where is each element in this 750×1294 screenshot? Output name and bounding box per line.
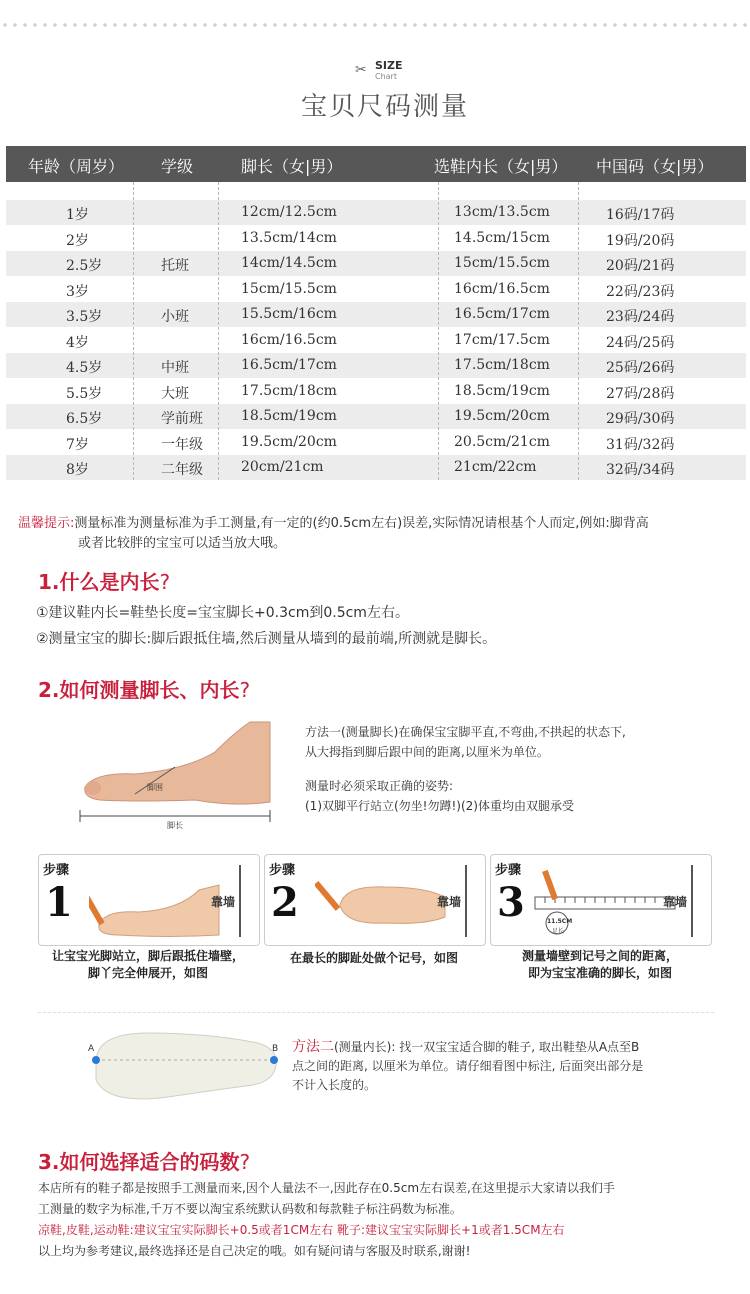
- wall-line: [239, 865, 241, 937]
- cell-age: 3岁: [66, 283, 89, 300]
- posture-line1: 测量时必须采取正确的姿势:: [305, 779, 454, 793]
- cell-foot-length: 14cm/14.5cm: [241, 255, 337, 271]
- wall-label: 靠墙: [436, 895, 461, 909]
- section1-item1: ①建议鞋内长=鞋垫长度=宝宝脚长+0.3cm到0.5cm左右。: [36, 605, 409, 621]
- cell-age: 8岁: [66, 462, 89, 478]
- cell-grade: 学前班: [161, 411, 203, 427]
- table-spacer: [6, 182, 746, 200]
- cell-foot-length: 16cm/16.5cm: [241, 331, 337, 348]
- cell-inner-length: 14.5cm/15cm: [454, 229, 550, 246]
- ruler-sublabel: 足长: [552, 928, 565, 935]
- table-row: [6, 251, 746, 276]
- cell-cn-size: 16码/17码: [606, 207, 675, 223]
- warm-tip: [18, 514, 738, 554]
- method2-line2: 点之间的距离, 以厘米为单位。请仔细看图中标注, 后面突出部分是: [292, 1059, 644, 1073]
- scissors-icon: ✂: [355, 62, 367, 78]
- cell-cn-size: 31码/32码: [606, 436, 675, 453]
- insole-illustration: [88, 1025, 283, 1110]
- cell-age: 7岁: [66, 436, 89, 453]
- cell-grade: 托班: [161, 258, 189, 274]
- method2-line3: 不计入长度的。: [292, 1078, 377, 1092]
- cell-inner-length: 19.5cm/20cm: [454, 408, 550, 424]
- section3-p2: 工测量的数字为标准,千万不要以淘宝系统默认码数和每款鞋子标注码数为标准。: [38, 1202, 462, 1216]
- table-row: [6, 302, 746, 327]
- step-1-caption: [38, 948, 258, 982]
- section3-title-text: 3.如何选择适合的码数: [38, 1150, 240, 1174]
- table-divider: [218, 182, 219, 480]
- cell-age: 3.5岁: [66, 309, 103, 325]
- cell-grade: 小班: [161, 309, 189, 325]
- header-foot-length: 脚长（女|男）: [241, 157, 343, 176]
- section3-p1: 本店所有的鞋子都是按照手工测量而来,因个人量法不一,因此存在0.5cm左右误差,在这里提示大家请以我们手: [38, 1181, 615, 1195]
- cell-cn-size: 29码/30码: [606, 411, 675, 427]
- method2-line1: (测量内长): 找一双宝宝适合脚的鞋子, 取出鞋垫从A点至B: [334, 1040, 640, 1054]
- header-age: 年龄（周岁）: [28, 157, 125, 176]
- cell-age: 4.5岁: [66, 360, 103, 376]
- cell-inner-length: 16cm/16.5cm: [454, 280, 550, 297]
- step-3-panel: [490, 854, 712, 946]
- point-a-label: A: [88, 1044, 95, 1054]
- cell-foot-length: 15cm/15.5cm: [241, 280, 337, 297]
- tip-line2: 或者比较胖的宝宝可以适当放大哦。: [78, 536, 287, 551]
- table-row: [6, 328, 746, 353]
- method1-text: [305, 722, 725, 816]
- section2-title: [38, 674, 250, 703]
- table-row: [6, 430, 746, 455]
- cell-age: 4岁: [66, 334, 89, 351]
- cell-inner-length: 21cm/22cm: [454, 459, 537, 475]
- cell-inner-length: 13cm/13.5cm: [454, 204, 550, 220]
- table-row: [6, 277, 746, 302]
- section3-body: [38, 1178, 728, 1262]
- table-row: [6, 404, 746, 429]
- step-2-caption: [264, 950, 484, 967]
- wall-label: 靠墙: [662, 895, 687, 909]
- badge-chart-text: Chart: [375, 72, 397, 81]
- cell-foot-length: 12cm/12.5cm: [241, 204, 337, 220]
- cell-grade: 二年级: [161, 462, 203, 478]
- cell-age: 1岁: [66, 207, 89, 223]
- cell-cn-size: 24码/25码: [606, 334, 675, 351]
- size-chart-badge: [355, 60, 415, 84]
- posture-line2: (1)双脚平行站立(勿坐!勿蹲!)(2)体重均由双腿承受: [305, 799, 574, 813]
- cell-cn-size: 32码/34码: [606, 462, 675, 478]
- foot-top-icon: [315, 875, 455, 935]
- section1-title: [38, 566, 170, 595]
- method2-label: 方法二: [292, 1039, 334, 1055]
- section3-p4: 以上均为参考建议,最终选择还是自己决定的哦。如有疑问请与客服及时联系,谢谢!: [38, 1244, 471, 1258]
- cell-foot-length: 16.5cm/17cm: [241, 357, 337, 373]
- step-1-panel: [38, 854, 260, 946]
- section3-title-q: ?: [239, 1150, 251, 1174]
- cell-foot-length: 15.5cm/16cm: [241, 306, 337, 322]
- cell-inner-length: 17cm/17.5cm: [454, 331, 550, 348]
- step-label: 步骤: [269, 863, 296, 878]
- step-label: 步骤: [495, 863, 522, 878]
- section1-title-text: 1.什么是内长: [38, 570, 160, 594]
- foot-girth-label: 脚围: [147, 783, 163, 792]
- table-row: [6, 226, 746, 251]
- step-number: 2: [271, 879, 299, 926]
- cell-inner-length: 16.5cm/17cm: [454, 306, 550, 322]
- cell-age: 2岁: [66, 232, 89, 249]
- badge-size-text: SIZE: [375, 59, 403, 72]
- tip-line1: 测量标准为测量标准为手工测量,有一定的(约0.5cm左右)误差,实际情况请根基个人而定,例如:脚背高: [74, 516, 649, 531]
- table-row: [6, 200, 746, 225]
- dotted-border: [0, 22, 750, 28]
- step-3-caption-line2: 即为宝宝准确的脚长，如图: [527, 966, 672, 980]
- method2-text: [292, 1038, 722, 1095]
- step-1-caption-line1: 让宝宝光脚站立，脚后跟抵住墙壁，: [51, 949, 244, 963]
- cell-age: 5.5岁: [66, 385, 103, 402]
- cell-grade: 中班: [161, 360, 189, 376]
- cell-foot-length: 17.5cm/18cm: [241, 382, 337, 399]
- section-divider: [38, 1012, 714, 1013]
- step-number: 3: [497, 879, 525, 926]
- cell-cn-size: 27码/28码: [606, 385, 675, 402]
- foot-length-label: 脚长: [167, 821, 183, 830]
- cell-cn-size: 22码/23码: [606, 283, 675, 300]
- step-3-caption: [490, 948, 710, 982]
- cell-foot-length: 13.5cm/14cm: [241, 229, 337, 246]
- section1-item2: ②测量宝宝的脚长:脚后跟抵住墙,然后测量从墙到的最前端,所测就是脚长。: [36, 631, 497, 647]
- table-divider: [438, 182, 439, 480]
- step-1-caption-line2: 脚丫完全伸展开，如图: [87, 966, 208, 980]
- cell-age: 2.5岁: [66, 258, 103, 274]
- table-row: [6, 353, 746, 378]
- table-divider: [133, 182, 134, 480]
- tip-label: 温馨提示:: [18, 516, 75, 531]
- scallop-border: [0, 0, 750, 40]
- table-divider: [578, 182, 579, 480]
- step-2-panel: [264, 854, 486, 946]
- header-inner-length: 选鞋内长（女|男）: [434, 157, 568, 176]
- section3-title: [38, 1146, 250, 1175]
- cell-inner-length: 17.5cm/18cm: [454, 357, 550, 373]
- step-3-caption-line1: 测量墙壁到记号之间的距离，: [521, 949, 678, 963]
- wall-label: 靠墙: [210, 895, 235, 909]
- section2-title-q: ?: [239, 678, 251, 702]
- cell-cn-size: 25码/26码: [606, 360, 675, 376]
- wall-line: [691, 865, 693, 937]
- cell-grade: 大班: [161, 385, 189, 402]
- cell-inner-length: 20.5cm/21cm: [454, 433, 550, 450]
- cell-inner-length: 18.5cm/19cm: [454, 382, 550, 399]
- cell-foot-length: 19.5cm/20cm: [241, 433, 337, 450]
- section3-p3: 凉鞋,皮鞋,运动鞋:建议宝宝实际脚长+0.5或者1CM左右 靴子:建议宝宝实际脚长+1或者1.5CM左右: [38, 1223, 565, 1237]
- section2-title-text: 2.如何测量脚长、内长: [38, 678, 240, 702]
- ruler-reading: 11.5CM: [547, 918, 573, 925]
- cell-inner-length: 15cm/15.5cm: [454, 255, 550, 271]
- section1-title-q: ?: [159, 570, 171, 594]
- cell-cn-size: 23码/24码: [606, 309, 675, 325]
- cell-age: 6.5岁: [66, 411, 103, 427]
- table-row: [6, 455, 746, 480]
- step-label: 步骤: [43, 863, 70, 878]
- method1-line1: 方法一(测量脚长)在确保宝宝脚平直,不弯曲,不拱起的状态下,: [305, 725, 626, 739]
- cell-foot-length: 20cm/21cm: [241, 459, 324, 475]
- cell-foot-length: 18.5cm/19cm: [241, 408, 337, 424]
- cell-grade: 一年级: [161, 436, 203, 453]
- header-grade: 学级: [161, 157, 194, 176]
- header-cn-size: 中国码（女|男）: [596, 157, 714, 176]
- method1-line2: 从大拇指到脚后跟中间的距离,以厘米为单位。: [305, 745, 549, 759]
- foot-measure-illustration: [75, 712, 280, 832]
- size-table-header: [6, 146, 746, 182]
- table-row: [6, 379, 746, 404]
- foot-side-icon: [89, 880, 229, 940]
- cell-cn-size: 19码/20码: [606, 232, 675, 249]
- step-number: 1: [45, 879, 73, 926]
- wall-line: [465, 865, 467, 937]
- step-2-caption-line1: 在最长的脚趾处做个记号，如图: [289, 951, 458, 965]
- cell-cn-size: 20码/21码: [606, 258, 675, 274]
- page-title: 宝贝尺码测量: [300, 92, 469, 122]
- point-b-label: B: [272, 1044, 279, 1054]
